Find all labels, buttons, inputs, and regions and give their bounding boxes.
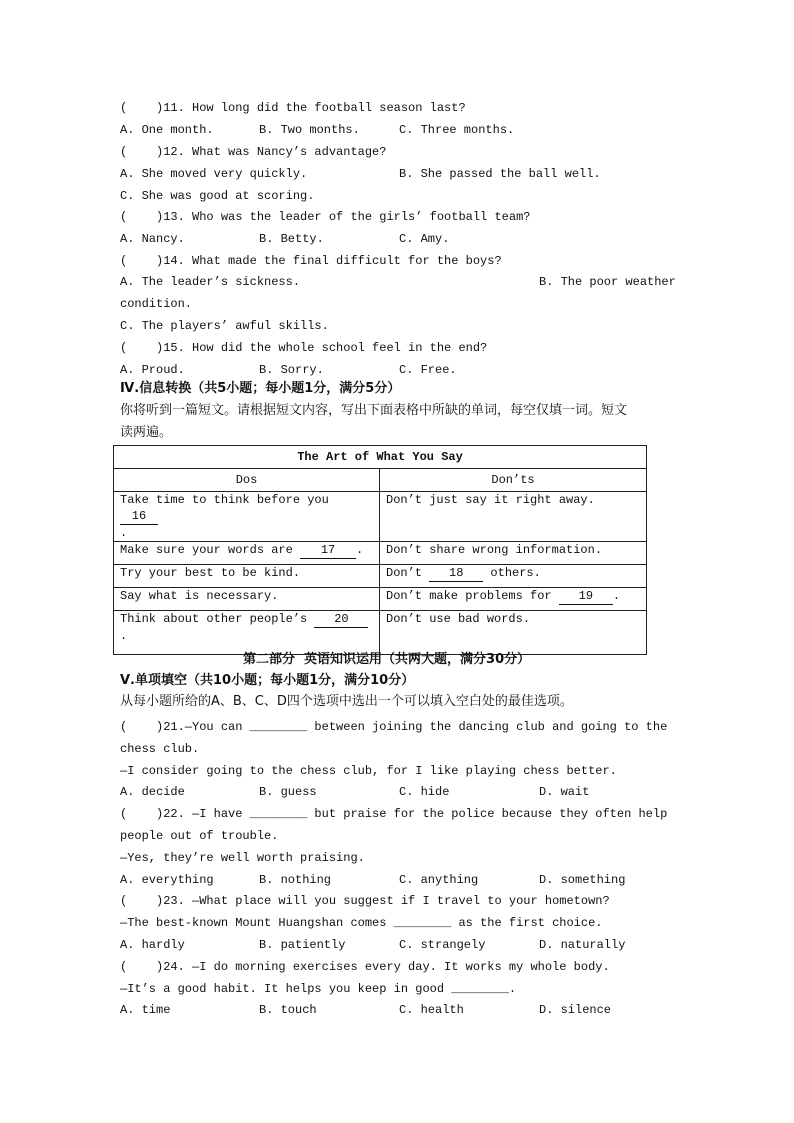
table-row-3-dos: Try your best to be kind. bbox=[114, 565, 380, 588]
question-22-line1: ( )22. —I have ________ but praise for the police because they often help bbox=[120, 807, 668, 821]
donts-text-end: others. bbox=[483, 566, 541, 580]
q24-option-c: C. health bbox=[399, 1003, 464, 1017]
question-12-stem: ( )12. What was Nancy’s advantage? bbox=[120, 145, 387, 159]
question-13-stem: ( )13. Who was the leader of the girls’ football team? bbox=[120, 210, 531, 224]
table-row-5-donts: Don’t use bad words. bbox=[380, 611, 647, 655]
dos-text-end: . bbox=[356, 543, 364, 557]
table-row-4-donts bbox=[380, 588, 647, 611]
q11-option-b: B. Two months. bbox=[259, 123, 360, 137]
table-row-4-dos: Say what is necessary. bbox=[114, 588, 380, 611]
blank-16: 16 bbox=[120, 508, 158, 525]
q15-option-c: C. Free. bbox=[399, 363, 457, 377]
q13-option-a: A. Nancy. bbox=[120, 232, 185, 246]
q22-option-a: A. everything bbox=[120, 873, 214, 887]
q21-option-d: D. wait bbox=[539, 785, 590, 799]
donts-text: Don’t make problems for bbox=[386, 589, 559, 603]
q22-option-d: D. something bbox=[539, 873, 626, 887]
question-21-line1: ( )21.—You can ________ between joining the dancing club and going to the bbox=[120, 720, 668, 734]
section-5-instruction: 从每小题所给的A、B、C、D四个选项中选出一个可以填入空白处的最佳选项。 bbox=[120, 694, 573, 709]
q21-option-b: B. guess bbox=[259, 785, 317, 799]
col-header-dos: Dos bbox=[114, 469, 380, 492]
q12-option-b: B. She passed the ball well. bbox=[399, 167, 601, 181]
question-24-line2: —It’s a good habit. It helps you keep in good ________. bbox=[120, 982, 517, 996]
section-4-instruction-line2: 读两遍。 bbox=[120, 425, 173, 440]
table-row-1-dos bbox=[114, 492, 380, 542]
info-table bbox=[113, 445, 647, 655]
question-11-stem: ( )11. How long did the football season last? bbox=[120, 101, 466, 115]
q22-option-b: B. nothing bbox=[259, 873, 332, 887]
q14-option-a: A. The leader’s sickness. bbox=[120, 275, 301, 289]
table-title: The Art of What You Say bbox=[114, 446, 647, 469]
q13-option-b: B. Betty. bbox=[259, 232, 324, 246]
question-23-line1: ( )23. —What place will you suggest if I travel to your hometown? bbox=[120, 894, 610, 908]
dos-text-end: . bbox=[120, 526, 128, 540]
question-21-line2: chess club. bbox=[120, 742, 200, 756]
q15-option-b: B. Sorry. bbox=[259, 363, 324, 377]
q24-option-b: B. touch bbox=[259, 1003, 317, 1017]
q24-option-a: A. time bbox=[120, 1003, 171, 1017]
q23-option-b: B. patiently bbox=[259, 938, 346, 952]
question-22-line2: people out of trouble. bbox=[120, 829, 279, 843]
q12-option-c: C. She was good at scoring. bbox=[120, 189, 315, 203]
donts-text: Don’t bbox=[386, 566, 430, 580]
q14-option-b: B. The poor weather bbox=[539, 275, 676, 289]
blank-17: 17 bbox=[300, 542, 356, 559]
dos-text: Make sure your words are bbox=[120, 543, 301, 557]
q21-option-c: C. hide bbox=[399, 785, 450, 799]
table-row-2-dos bbox=[114, 542, 380, 565]
question-14-stem: ( )14. What made the final difficult for the boys? bbox=[120, 254, 502, 268]
q22-option-c: C. anything bbox=[399, 873, 479, 887]
question-24-line1: ( )24. —I do morning exercises every day. It works my whole body. bbox=[120, 960, 610, 974]
section-4-title: Ⅳ.信息转换（共5小题；每小题1分，满分5分） bbox=[120, 381, 401, 396]
question-21-line3: —I consider going to the chess club, for I like playing chess better. bbox=[120, 764, 617, 778]
q12-option-a: A. She moved very quickly. bbox=[120, 167, 308, 181]
q23-option-a: A. hardly bbox=[120, 938, 185, 952]
q24-option-d: D. silence bbox=[539, 1003, 612, 1017]
q14-option-b-continued: condition. bbox=[120, 297, 193, 311]
dos-text: Think about other people’s bbox=[120, 612, 315, 626]
q23-option-c: C. strangely bbox=[399, 938, 486, 952]
blank-19: 19 bbox=[559, 588, 613, 605]
table-row-3-donts bbox=[380, 565, 647, 588]
blank-20: 20 bbox=[314, 611, 368, 628]
q13-option-c: C. Amy. bbox=[399, 232, 450, 246]
q11-option-a: A. One month. bbox=[120, 123, 214, 137]
dos-text-end: . bbox=[120, 629, 128, 643]
q11-option-c: C. Three months. bbox=[399, 123, 515, 137]
part-2-title: 第二部分 英语知识运用（共两大题，满分30分） bbox=[243, 652, 531, 667]
table-row-2-donts: Don’t share wrong information. bbox=[380, 542, 647, 565]
section-5-title: Ⅴ.单项填空（共10小题；每小题1分，满分10分） bbox=[120, 673, 415, 688]
question-23-line2: —The best-known Mount Huangshan comes ________ as the first choice. bbox=[120, 916, 603, 930]
table-row-1-donts: Don’t just say it right away. bbox=[380, 492, 647, 542]
dos-text: Take time to think before you bbox=[120, 493, 329, 507]
section-4-instruction-line1: 你将听到一篇短文。请根据短文内容，写出下面表格中所缺的单词，每空仅填一词。短文 bbox=[120, 403, 628, 418]
q23-option-d: D. naturally bbox=[539, 938, 626, 952]
q14-option-c: C. The players’ awful skills. bbox=[120, 319, 329, 333]
blank-18: 18 bbox=[429, 565, 483, 582]
col-header-donts: Don’ts bbox=[380, 469, 647, 492]
question-15-stem: ( )15. How did the whole school feel in the end? bbox=[120, 341, 488, 355]
table-row-5-dos bbox=[114, 611, 380, 655]
question-22-line3: —Yes, they’re well worth praising. bbox=[120, 851, 365, 865]
q15-option-a: A. Proud. bbox=[120, 363, 185, 377]
donts-text-end: . bbox=[612, 589, 621, 603]
q21-option-a: A. decide bbox=[120, 785, 185, 799]
